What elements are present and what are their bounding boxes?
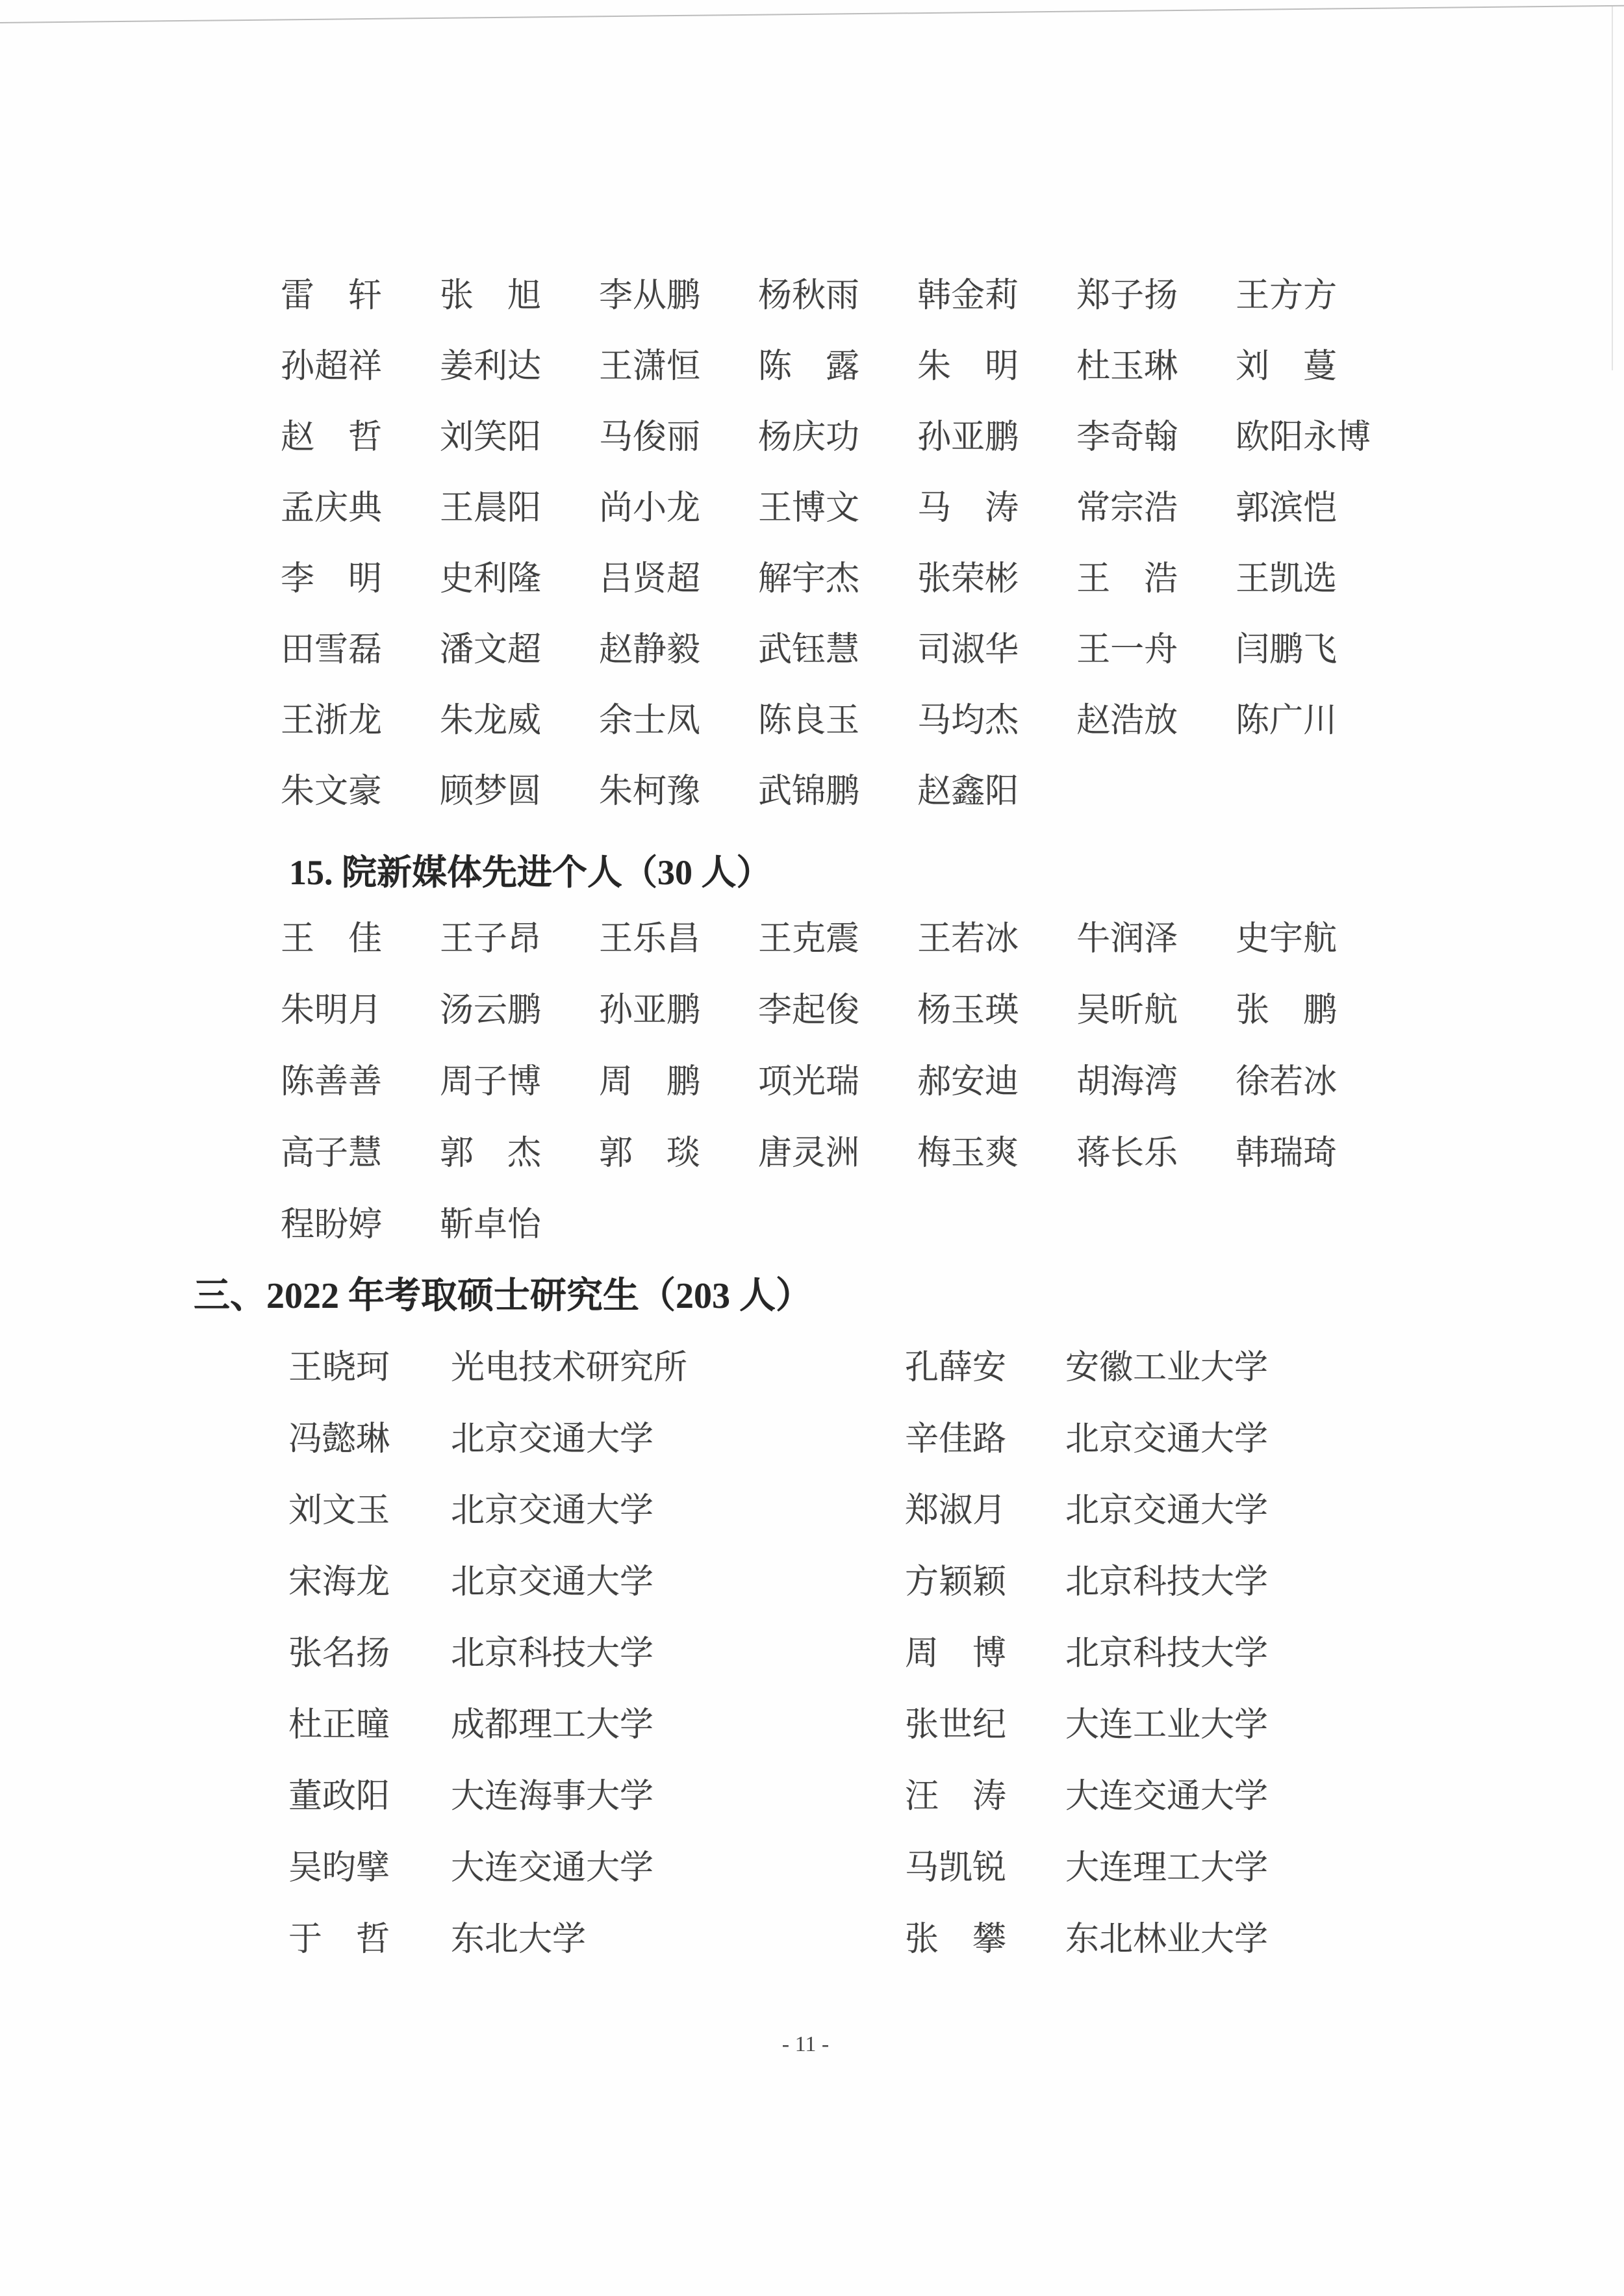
person-name: 李起俊 (758, 992, 860, 1029)
student-name: 张世纪 (905, 1707, 1007, 1744)
person-name: 朱 明 (917, 348, 1019, 385)
student-name: 宋海龙 (288, 1564, 390, 1601)
person-name: 陈广川 (1236, 702, 1338, 739)
person-name: 吕贤超 (599, 561, 701, 598)
new-media-advanced-individuals-list (281, 904, 1395, 1261)
name-row (281, 756, 1428, 827)
graduate-row (281, 1833, 1385, 1904)
school-name: 成都理工大学 (451, 1707, 654, 1744)
school-name: 北京交通大学 (1065, 1421, 1269, 1458)
name-row (281, 685, 1428, 756)
person-name: 项光瑞 (758, 1064, 860, 1101)
person-name: 杨玉瑛 (917, 992, 1019, 1029)
person-name: 王博文 (758, 490, 860, 527)
scan-artifact-top-line (0, 5, 1624, 23)
name-row (281, 1047, 1395, 1118)
person-name: 李从鹏 (599, 277, 701, 314)
student-name: 孔薛安 (905, 1349, 1007, 1386)
person-name: 杨秋雨 (758, 277, 860, 314)
person-name: 陈良玉 (758, 702, 860, 739)
person-name: 李 明 (281, 561, 383, 598)
student-name: 方颖颖 (905, 1564, 1007, 1601)
person-name: 王凯选 (1236, 561, 1338, 598)
person-name: 朱文豪 (281, 773, 383, 810)
person-name: 王方方 (1236, 277, 1338, 314)
person-name: 王 佳 (281, 921, 383, 958)
person-name: 赵浩放 (1076, 702, 1178, 739)
person-name: 杜玉琳 (1076, 348, 1178, 385)
person-name: 孙亚鹏 (917, 419, 1019, 456)
person-name: 王子昂 (440, 921, 542, 958)
person-name: 吴昕航 (1076, 992, 1178, 1029)
school-name: 大连海事大学 (451, 1778, 654, 1815)
student-name: 董政阳 (288, 1778, 390, 1815)
name-row (281, 1118, 1395, 1190)
student-name: 郑淑月 (905, 1492, 1007, 1529)
person-name: 刘笑阳 (440, 419, 542, 456)
school-name: 北京交通大学 (1065, 1492, 1269, 1529)
graduate-admission-table (281, 1333, 1385, 1976)
person-name: 潘文超 (440, 631, 542, 669)
school-name: 北京科技大学 (1065, 1564, 1269, 1601)
graduate-row (281, 1333, 1385, 1404)
student-name: 吴昀擘 (288, 1850, 390, 1887)
name-row (281, 402, 1428, 473)
name-row (281, 473, 1428, 544)
school-name: 大连交通大学 (1065, 1778, 1269, 1815)
school-name: 大连工业大学 (1065, 1707, 1269, 1744)
person-name: 张 旭 (440, 277, 542, 314)
person-name: 武钰慧 (758, 631, 860, 669)
school-name: 大连理工大学 (1065, 1850, 1269, 1887)
person-name: 王若冰 (917, 921, 1019, 958)
person-name: 王晨阳 (440, 490, 542, 527)
person-name: 陈善善 (281, 1064, 383, 1101)
person-name: 马均杰 (917, 702, 1019, 739)
graduate-row (281, 1690, 1385, 1761)
person-name: 解宇杰 (758, 561, 860, 598)
person-name: 赵鑫阳 (917, 773, 1019, 810)
person-name: 郭 杰 (440, 1135, 542, 1172)
student-name: 汪 涛 (905, 1778, 1007, 1815)
person-name: 周 鹏 (599, 1064, 701, 1101)
name-row (281, 904, 1395, 975)
school-name: 大连交通大学 (451, 1850, 654, 1887)
school-name: 安徽工业大学 (1065, 1349, 1269, 1386)
school-name: 北京交通大学 (451, 1564, 654, 1601)
person-name: 郝安迪 (917, 1064, 1019, 1101)
person-name: 王克震 (758, 921, 860, 958)
school-name: 东北大学 (451, 1921, 587, 1958)
person-name: 韩金莉 (917, 277, 1019, 314)
student-name: 刘文玉 (288, 1492, 390, 1529)
student-name: 周 博 (905, 1635, 1007, 1672)
person-name: 高子慧 (281, 1135, 383, 1172)
school-name: 北京科技大学 (451, 1635, 654, 1672)
person-name: 周子博 (440, 1064, 542, 1101)
school-name: 光电技术研究所 (451, 1349, 688, 1386)
person-name: 王浙龙 (281, 702, 383, 739)
graduate-row (281, 1475, 1385, 1547)
person-name: 欧阳永博 (1236, 419, 1371, 456)
school-name: 东北林业大学 (1065, 1921, 1269, 1958)
person-name: 赵静毅 (599, 631, 701, 669)
person-name: 朱明月 (281, 992, 383, 1029)
graduate-row (281, 1618, 1385, 1690)
school-name: 北京交通大学 (451, 1421, 654, 1458)
graduate-row (281, 1761, 1385, 1833)
page-number: - 11 - (781, 2032, 830, 2056)
person-name: 尚小龙 (599, 490, 701, 527)
person-name: 马俊丽 (599, 419, 701, 456)
person-name: 田雪磊 (281, 631, 383, 669)
person-name: 郑子扬 (1076, 277, 1178, 314)
person-name: 张荣彬 (917, 561, 1019, 598)
person-name: 郭滨恺 (1236, 490, 1338, 527)
person-name: 刘 蔓 (1236, 348, 1338, 385)
graduate-row (281, 1547, 1385, 1618)
person-name: 赵 哲 (281, 419, 383, 456)
graduate-row (281, 1904, 1385, 1976)
section-15-heading: 15. 院新媒体先进个人（30 人） (289, 853, 772, 892)
name-row (281, 261, 1428, 331)
student-name: 张 攀 (905, 1921, 1007, 1958)
student-name: 马凯锐 (905, 1850, 1007, 1887)
student-name: 冯懿琳 (288, 1421, 390, 1458)
person-name: 韩瑞琦 (1236, 1135, 1338, 1172)
person-name: 司淑华 (917, 631, 1019, 669)
scan-artifact-right-edge (1612, 6, 1613, 370)
person-name: 马 涛 (917, 490, 1019, 527)
student-name: 张名扬 (288, 1635, 390, 1672)
student-name: 于 哲 (288, 1921, 390, 1958)
person-name: 杨庆功 (758, 419, 860, 456)
awardee-name-list-continued (281, 261, 1428, 827)
person-name: 汤云鹏 (440, 992, 542, 1029)
person-name: 程盼婷 (281, 1206, 383, 1244)
person-name: 梅玉爽 (917, 1135, 1019, 1172)
person-name: 雷 轩 (281, 277, 383, 314)
person-name: 史宇航 (1236, 921, 1338, 958)
person-name: 郭 琰 (599, 1135, 701, 1172)
person-name: 唐灵洲 (758, 1135, 860, 1172)
person-name: 王一舟 (1076, 631, 1178, 669)
section-3-heading: 三、2022 年考取硕士研究生（203 人） (194, 1276, 812, 1316)
graduate-row (281, 1404, 1385, 1475)
person-name: 王潇恒 (599, 348, 701, 385)
person-name: 陈 露 (758, 348, 860, 385)
person-name: 武锦鹏 (758, 773, 860, 810)
person-name: 孙亚鹏 (599, 992, 701, 1029)
person-name: 姜利达 (440, 348, 542, 385)
person-name: 蒋长乐 (1076, 1135, 1178, 1172)
person-name: 靳卓怡 (440, 1206, 542, 1244)
person-name: 牛润泽 (1076, 921, 1178, 958)
person-name: 朱龙威 (440, 702, 542, 739)
person-name: 闫鹏飞 (1236, 631, 1338, 669)
person-name: 孟庆典 (281, 490, 383, 527)
student-name: 王晓珂 (288, 1349, 390, 1386)
name-row (281, 1190, 1395, 1261)
person-name: 李奇翰 (1076, 419, 1178, 456)
person-name: 徐若冰 (1236, 1064, 1338, 1101)
person-name: 顾梦圆 (440, 773, 542, 810)
name-row (281, 544, 1428, 615)
name-row (281, 975, 1395, 1047)
person-name: 常宗浩 (1076, 490, 1178, 527)
person-name: 朱柯豫 (599, 773, 701, 810)
school-name: 北京科技大学 (1065, 1635, 1269, 1672)
person-name: 胡海湾 (1076, 1064, 1178, 1101)
person-name: 王 浩 (1076, 561, 1178, 598)
student-name: 杜正曈 (288, 1707, 390, 1744)
name-row (281, 615, 1428, 685)
student-name: 辛佳路 (905, 1421, 1007, 1458)
name-row (281, 331, 1428, 402)
person-name: 张 鹏 (1236, 992, 1338, 1029)
person-name: 孙超祥 (281, 348, 383, 385)
person-name: 王乐昌 (599, 921, 701, 958)
person-name: 史利隆 (440, 561, 542, 598)
school-name: 北京交通大学 (451, 1492, 654, 1529)
person-name: 余士凤 (599, 702, 701, 739)
